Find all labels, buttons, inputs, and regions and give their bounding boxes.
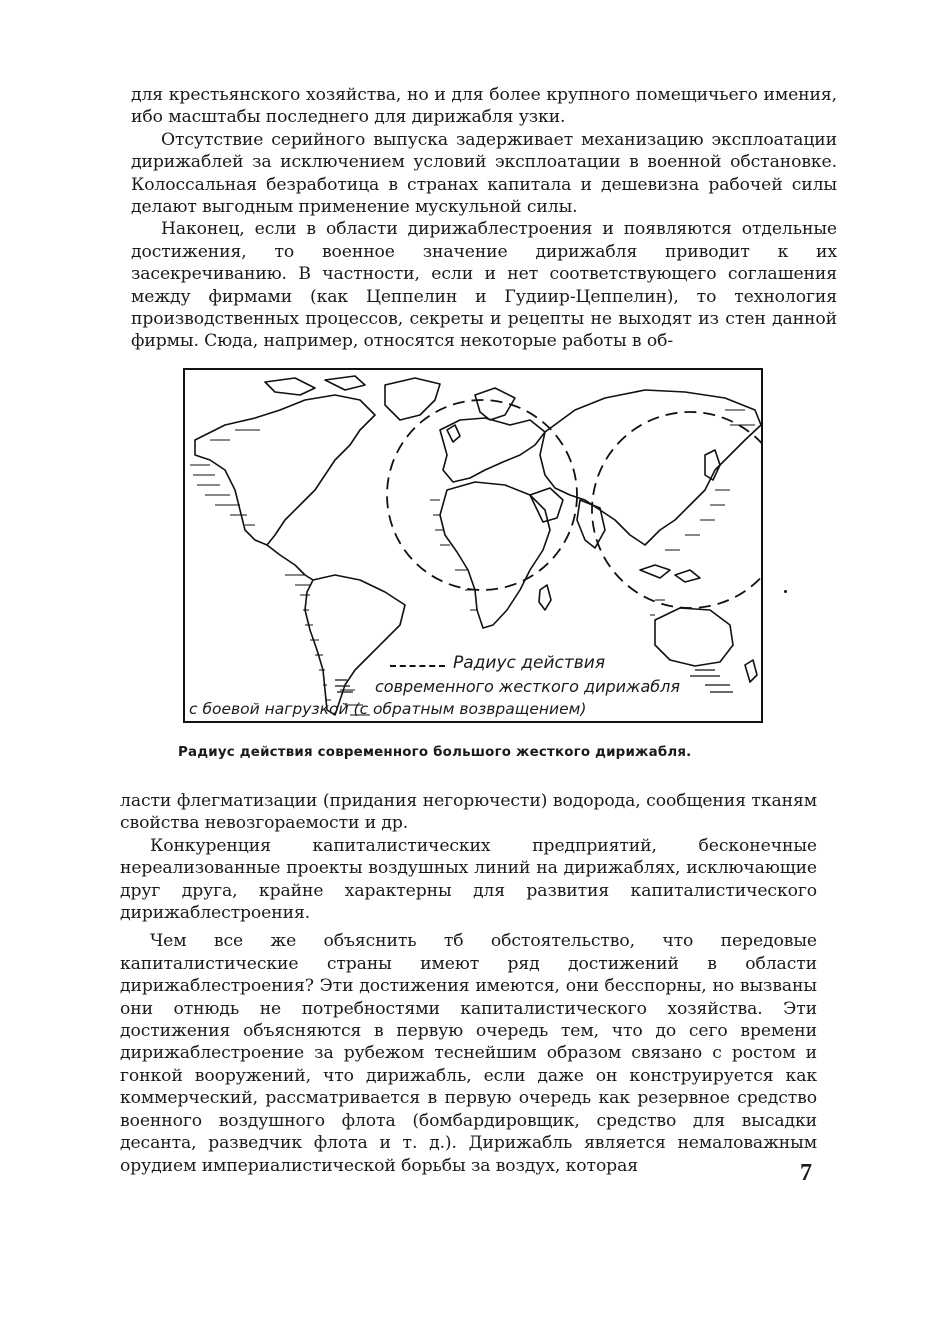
legend-text-line-2: современного жесткого дирижабля: [375, 677, 680, 696]
arctic-islands-outline: [265, 376, 365, 395]
bottom-text-block: [120, 790, 817, 1177]
north-america-outline: [195, 395, 375, 545]
madagascar-outline: [539, 585, 551, 610]
top-text-block: [131, 84, 837, 353]
india-outline: [577, 500, 605, 548]
indonesia-outline: [640, 565, 700, 582]
paragraph-bottom-1: ласти флегматизации (придания негорючести) водорода, сообщения тканям свойства невозгораемости и др.: [120, 791, 817, 834]
paragraph-bottom-2: Конкуренция капиталистических предприятий, бесконечные нереализованные проекты воздушных линий на дирижаблях, исключающие друг друга, крайне характерны для развития капиталистического дирижаблестроения.: [120, 835, 817, 924]
legend-dash-sample: [390, 665, 445, 667]
figure-caption: Радиус действия современного большого жесткого дирижабля.: [178, 745, 692, 760]
legend-text-line-3: с боевой нагрузкой (с обратным возвращением): [189, 700, 587, 718]
scandinavia-outline: [475, 388, 515, 420]
radius-circle-asia: [592, 412, 761, 608]
paragraph-top-2: Отсутствие серийного выпуска задерживает механизацию эксплоатации дирижаблей за исключением условий эксплоатации в военной обстановке. Колоссальная безработица в странах капитала и дешевизна рабочей силы делают выгодным применение мускульной силы.: [131, 129, 837, 218]
page-number: 7: [800, 1160, 812, 1186]
british-isles-outline: [447, 425, 460, 442]
greenland-outline: [385, 378, 440, 420]
world-map-figure: [183, 368, 763, 723]
paragraph-top-1: для крестьянского хозяйства, но и для более крупного помещичьего имения, ибо масштабы последнего для дирижабля узки.: [131, 85, 837, 128]
paragraph-bottom-3: Чем все же объяснить тб обстоятельство, что передовые капиталистические страны имеют ряд достижений в области дирижаблестроения? Эти достижения имеются, они бесспорны, но вызваны они отнюдь не потребностями капиталистического хозяйства. Эти достижения объясняются в первую очередь тем, что до сего времени дирижаблестроение за рубежом теснейшим образом связано с ростом и гонкой вооружений, что дирижабль, если даже он конструируется как коммерческий, рассматривается в первую очередь как резервное средство военного воздушного флота (бомбардировщик, средство для высадки десанта, разведчик флота и т. д.). Дирижабль является немаловажным орудием империалистической борьбы за воздух, которая: [120, 931, 817, 1176]
stray-dot: [784, 590, 787, 593]
new-zealand-outline: [745, 660, 757, 682]
paragraph-top-3: Наконец, если в области дирижаблестроения и появляются отдельные достижения, то военное значение дирижабля приводит к их засекречиванию. В частности, если и нет соответствующего соглашения между фирмами (как Цеппелин и Гудиир-Цеппелин), то технология производственных процессов, секреты и рецепты не выходят из стен данной фирмы. Сюда, например, относятся некоторые работы в об-: [131, 219, 837, 352]
australia-outline: [655, 608, 733, 666]
legend-text-line-1: Радиус действия: [453, 653, 606, 673]
